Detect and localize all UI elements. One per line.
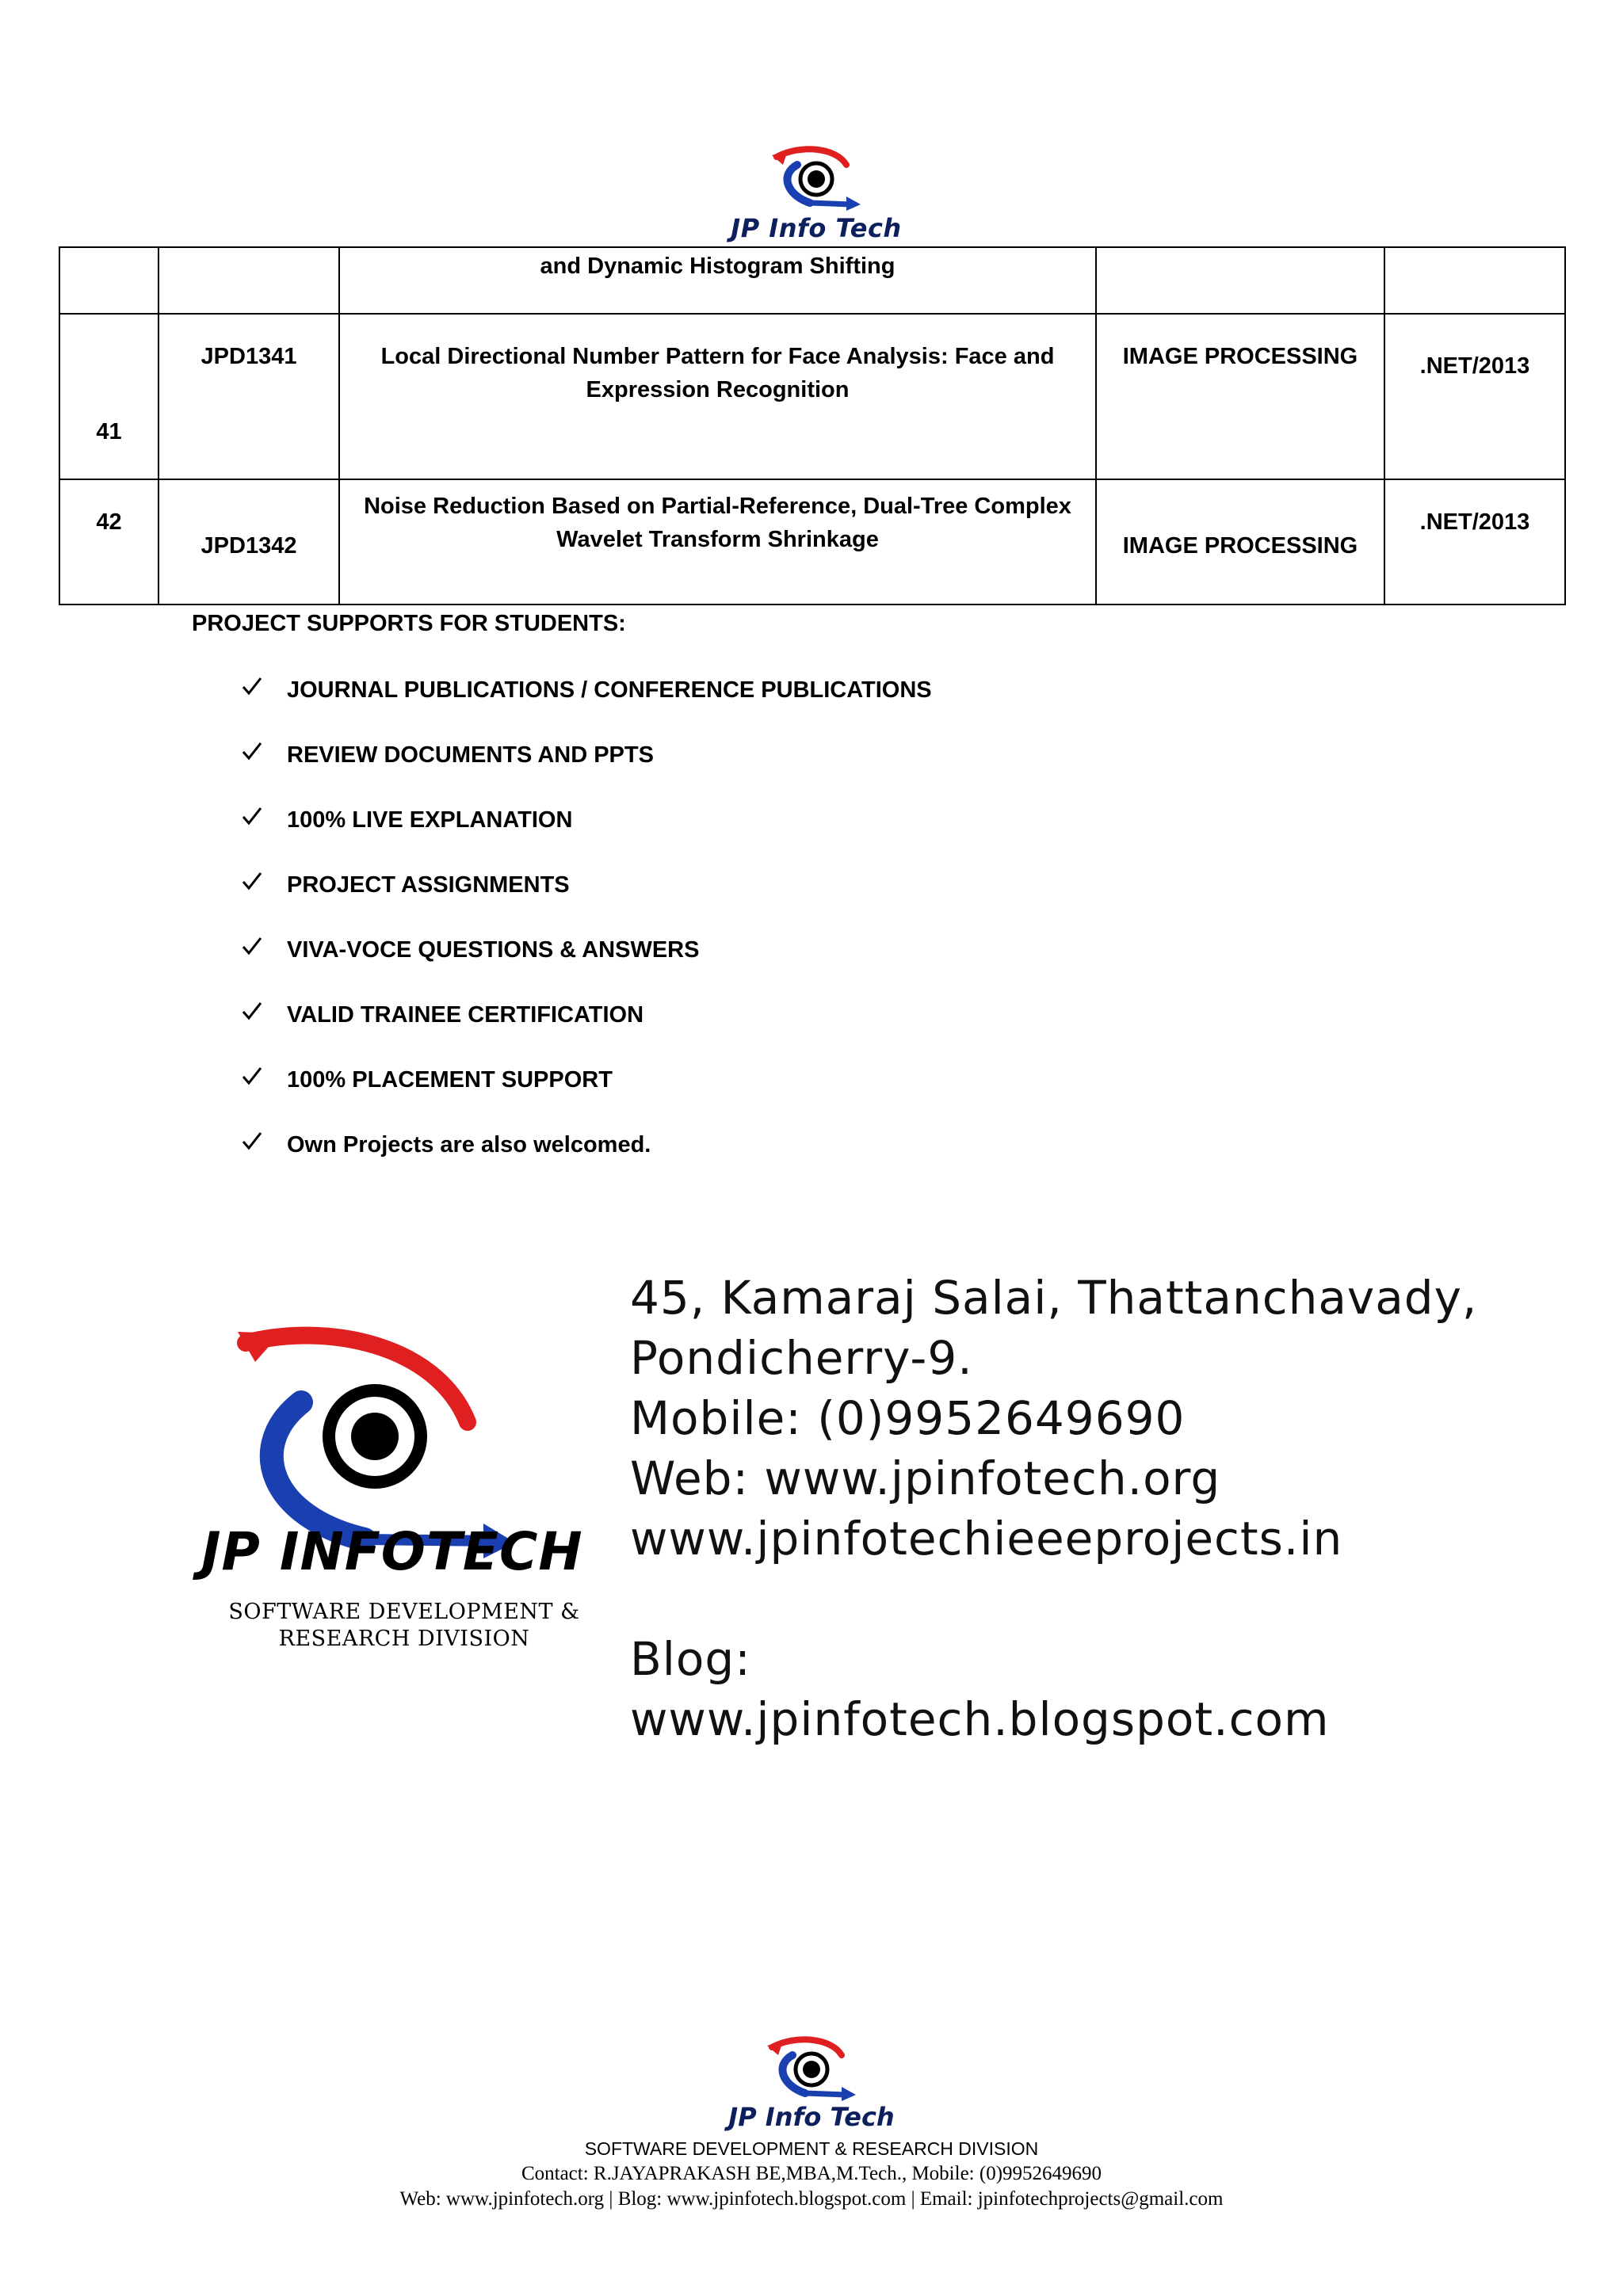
cell-domain bbox=[1096, 247, 1384, 314]
company-banner bbox=[198, 1268, 1478, 1775]
list-item-label: 100% PLACEMENT SUPPORT bbox=[287, 1067, 613, 1093]
banner-tagline-line: SOFTWARE DEVELOPMENT & bbox=[228, 1600, 580, 1624]
footer-web: Web: www.jpinfotech.org | Blog: www.jpinfotech.blogspot.com | Email: jpinfotechprojects@gmail.com bbox=[399, 2188, 1224, 2210]
banner-tagline-line: RESEARCH DIVISION bbox=[278, 1627, 530, 1651]
check-icon bbox=[241, 1065, 265, 1089]
check-icon bbox=[241, 870, 265, 894]
list-item-label: JOURNAL PUBLICATIONS / CONFERENCE PUBLICATIONS bbox=[287, 677, 932, 703]
cell-code: JPD1341 bbox=[158, 314, 339, 479]
list-item-label: PROJECT ASSIGNMENTS bbox=[287, 872, 570, 898]
cell-code bbox=[158, 247, 339, 314]
check-icon bbox=[241, 740, 265, 764]
check-icon bbox=[241, 1000, 265, 1024]
address-line: Pondicherry-9. bbox=[630, 1331, 973, 1385]
project-supports bbox=[192, 608, 1381, 1195]
check-icon bbox=[241, 805, 265, 829]
cell-domain: IMAGE PROCESSING bbox=[1096, 314, 1384, 479]
list-item-label: REVIEW DOCUMENTS AND PPTS bbox=[287, 742, 654, 768]
footer-logo-text: JP Info Tech bbox=[728, 2102, 895, 2132]
list-item bbox=[192, 675, 1381, 740]
list-item bbox=[192, 805, 1381, 870]
blog-label: Blog: bbox=[630, 1632, 751, 1686]
banner-wordmark: JP INFOTECH bbox=[201, 1521, 583, 1582]
table-row bbox=[59, 479, 1565, 605]
cell-code: JPD1342 bbox=[158, 479, 339, 605]
header-logo-text: JP Info Tech bbox=[731, 213, 902, 243]
cell-sno: 42 bbox=[59, 479, 158, 605]
cell-tech bbox=[1384, 247, 1565, 314]
cell-tech: .NET/2013 bbox=[1384, 314, 1565, 479]
cell-title: Noise Reduction Based on Partial-Reference, Dual-Tree Complex Wavelet Transform Shrinkage bbox=[339, 479, 1096, 605]
cell-tech: .NET/2013 bbox=[1384, 479, 1565, 605]
supports-list bbox=[192, 675, 1381, 1195]
project-table bbox=[59, 246, 1566, 605]
blog-url: www.jpinfotech.blogspot.com bbox=[630, 1692, 1330, 1746]
footer-contact: Contact: R.JAYAPRAKASH BE,MBA,M.Tech., Mobile: (0)9952649690 bbox=[521, 2163, 1102, 2184]
banner-address bbox=[630, 1268, 1478, 1749]
supports-heading: PROJECT SUPPORTS FOR STUDENTS: bbox=[192, 611, 626, 636]
check-icon bbox=[241, 935, 265, 959]
list-item-label: VIVA-VOCE QUESTIONS & ANSWERS bbox=[287, 937, 700, 963]
list-item bbox=[192, 1065, 1381, 1130]
jp-infotech-logo-icon bbox=[198, 1268, 610, 1648]
check-icon bbox=[241, 675, 265, 699]
jp-logo-icon bbox=[764, 2033, 859, 2103]
banner-tagline bbox=[222, 1599, 586, 1653]
mobile-number: Mobile: (0)9952649690 bbox=[630, 1391, 1186, 1445]
cell-title: and Dynamic Histogram Shifting bbox=[339, 247, 1096, 314]
cell-title: Local Directional Number Pattern for Face Analysis: Face and Expression Recognition bbox=[339, 314, 1096, 479]
jp-logo-icon bbox=[769, 143, 864, 212]
header-logo bbox=[705, 143, 927, 246]
footer-division: SOFTWARE DEVELOPMENT & RESEARCH DIVISION bbox=[584, 2138, 1039, 2159]
check-icon bbox=[241, 1130, 265, 1154]
list-item-label: Own Projects are also welcomed. bbox=[287, 1132, 651, 1158]
footer-logo bbox=[0, 2033, 1623, 2131]
address-line: 45, Kamaraj Salai, Thattanchavady, bbox=[630, 1271, 1478, 1325]
list-item bbox=[192, 740, 1381, 805]
page-footer bbox=[0, 2033, 1623, 2212]
website-secondary: www.jpinfotechieeeprojects.in bbox=[630, 1512, 1343, 1566]
list-item bbox=[192, 935, 1381, 1000]
table-row bbox=[59, 314, 1565, 479]
website: Web: www.jpinfotech.org bbox=[630, 1451, 1221, 1505]
list-item-label: VALID TRAINEE CERTIFICATION bbox=[287, 1002, 644, 1028]
table-row-continued bbox=[59, 247, 1565, 314]
list-item bbox=[192, 1000, 1381, 1065]
cell-sno bbox=[59, 247, 158, 314]
cell-sno: 41 bbox=[59, 314, 158, 479]
list-item bbox=[192, 870, 1381, 935]
cell-domain: IMAGE PROCESSING bbox=[1096, 479, 1384, 605]
list-item-label: 100% LIVE EXPLANATION bbox=[287, 807, 573, 833]
list-item bbox=[192, 1130, 1381, 1195]
